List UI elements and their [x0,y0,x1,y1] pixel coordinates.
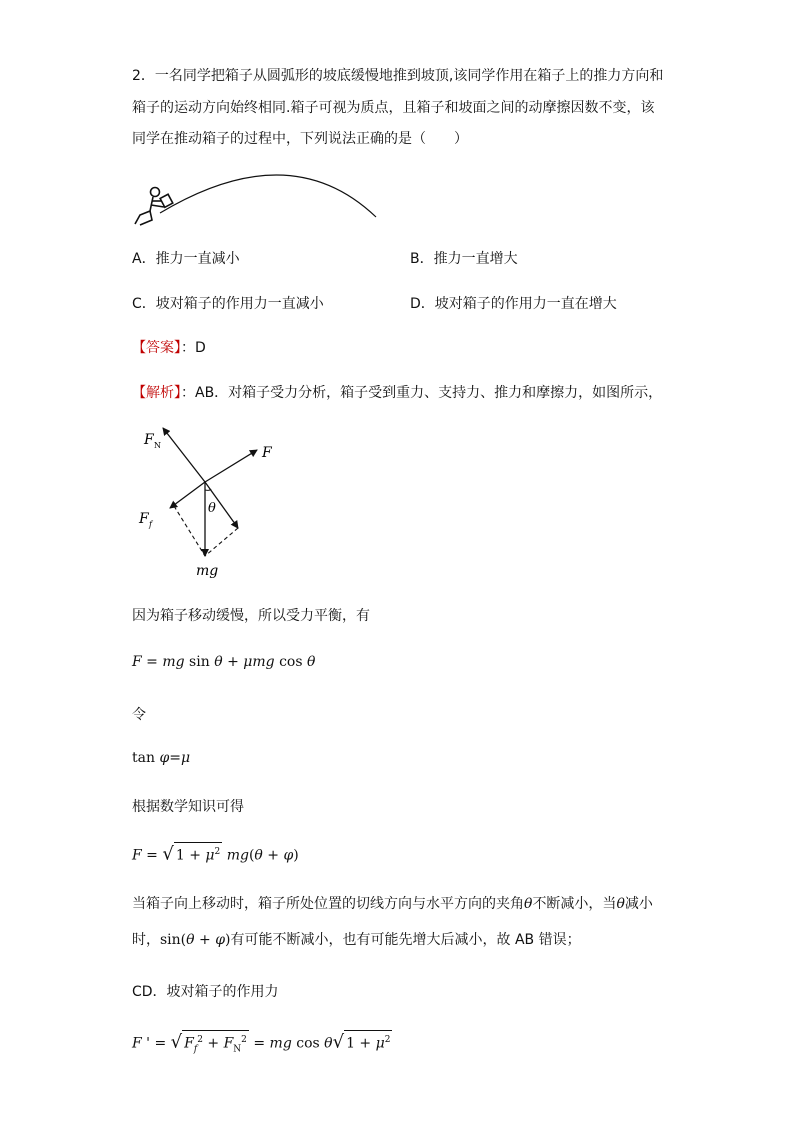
label-ff-sub: f [149,520,152,529]
dashed-line-1 [174,506,205,556]
answer-value: ：D [181,340,206,356]
analysis-line [132,383,662,403]
because-line: 因为箱子移动缓慢，所以受力平衡，有 [132,608,370,624]
paragraph-2: 时，sin(θ + φ)有可能不断减小，也有可能先增大后减小，故 AB 错误； [132,932,581,948]
equation-1: F = mg sin θ + μmg cos θ [132,654,316,670]
label-ff: F [139,511,149,527]
label-mg: mg [196,563,219,579]
slope-figure [130,165,390,230]
label-f: F [262,445,272,461]
question-line-1: 2．一名同学把箱子从圆弧形的坡底缓慢地推到坡顶,该同学作用在箱子上的推力方向和 [132,68,664,84]
person-pushing-icon [135,188,173,226]
normal-force-arrow [163,428,205,482]
label-theta: θ [208,501,216,516]
answer-label: 【答案】 [132,340,181,356]
option-c[interactable]: C．坡对箱子的作用力一直减小 [132,296,324,312]
answer-line [132,338,206,358]
cd-line: CD．坡对箱子的作用力 [132,984,279,1000]
analysis-label: 【解析】 [132,385,181,401]
analysis-intro: ：AB．对箱子受力分析，箱子受到重力、支持力、推力和摩擦力，如图所示， [181,385,663,401]
push-force-arrow [205,450,257,482]
equation-3: F = √ $1 + \mu^2$ mg(θ + φ) [132,843,299,865]
equation-4: F ' = √ $F_f^2 + F_N^2$ = mg cos θ√ $1 + \mu^2$ [132,1030,392,1058]
friction-force-arrow [170,482,205,508]
equation-2: tan φ=μ [132,750,191,766]
arc-slope [160,175,376,217]
option-a[interactable]: A．推力一直减小 [132,251,240,267]
question-line-3: 同学在推动箱子的过程中，下列说法正确的是（ ） [132,131,468,147]
dashed-line-2 [205,528,238,556]
paragraph-1: 当箱子向上移动时，箱子所处位置的切线方向与水平方向的夹角θ不断减小，当θ减小 [132,896,653,912]
question-line-2: 箱子的运动方向始终相同.箱子可视为质点，且箱子和坡面之间的动摩擦因数不变，该 [132,100,655,116]
option-d[interactable]: D．坡对箱子的作用力一直在增大 [410,296,617,312]
force-diagram [130,420,290,585]
label-fn-sub: N [154,441,161,450]
option-b[interactable]: B．推力一直增大 [410,251,518,267]
let-line: 令 [132,707,146,723]
by-math-line: 根据数学知识可得 [132,799,244,815]
label-fn: F [144,432,154,448]
